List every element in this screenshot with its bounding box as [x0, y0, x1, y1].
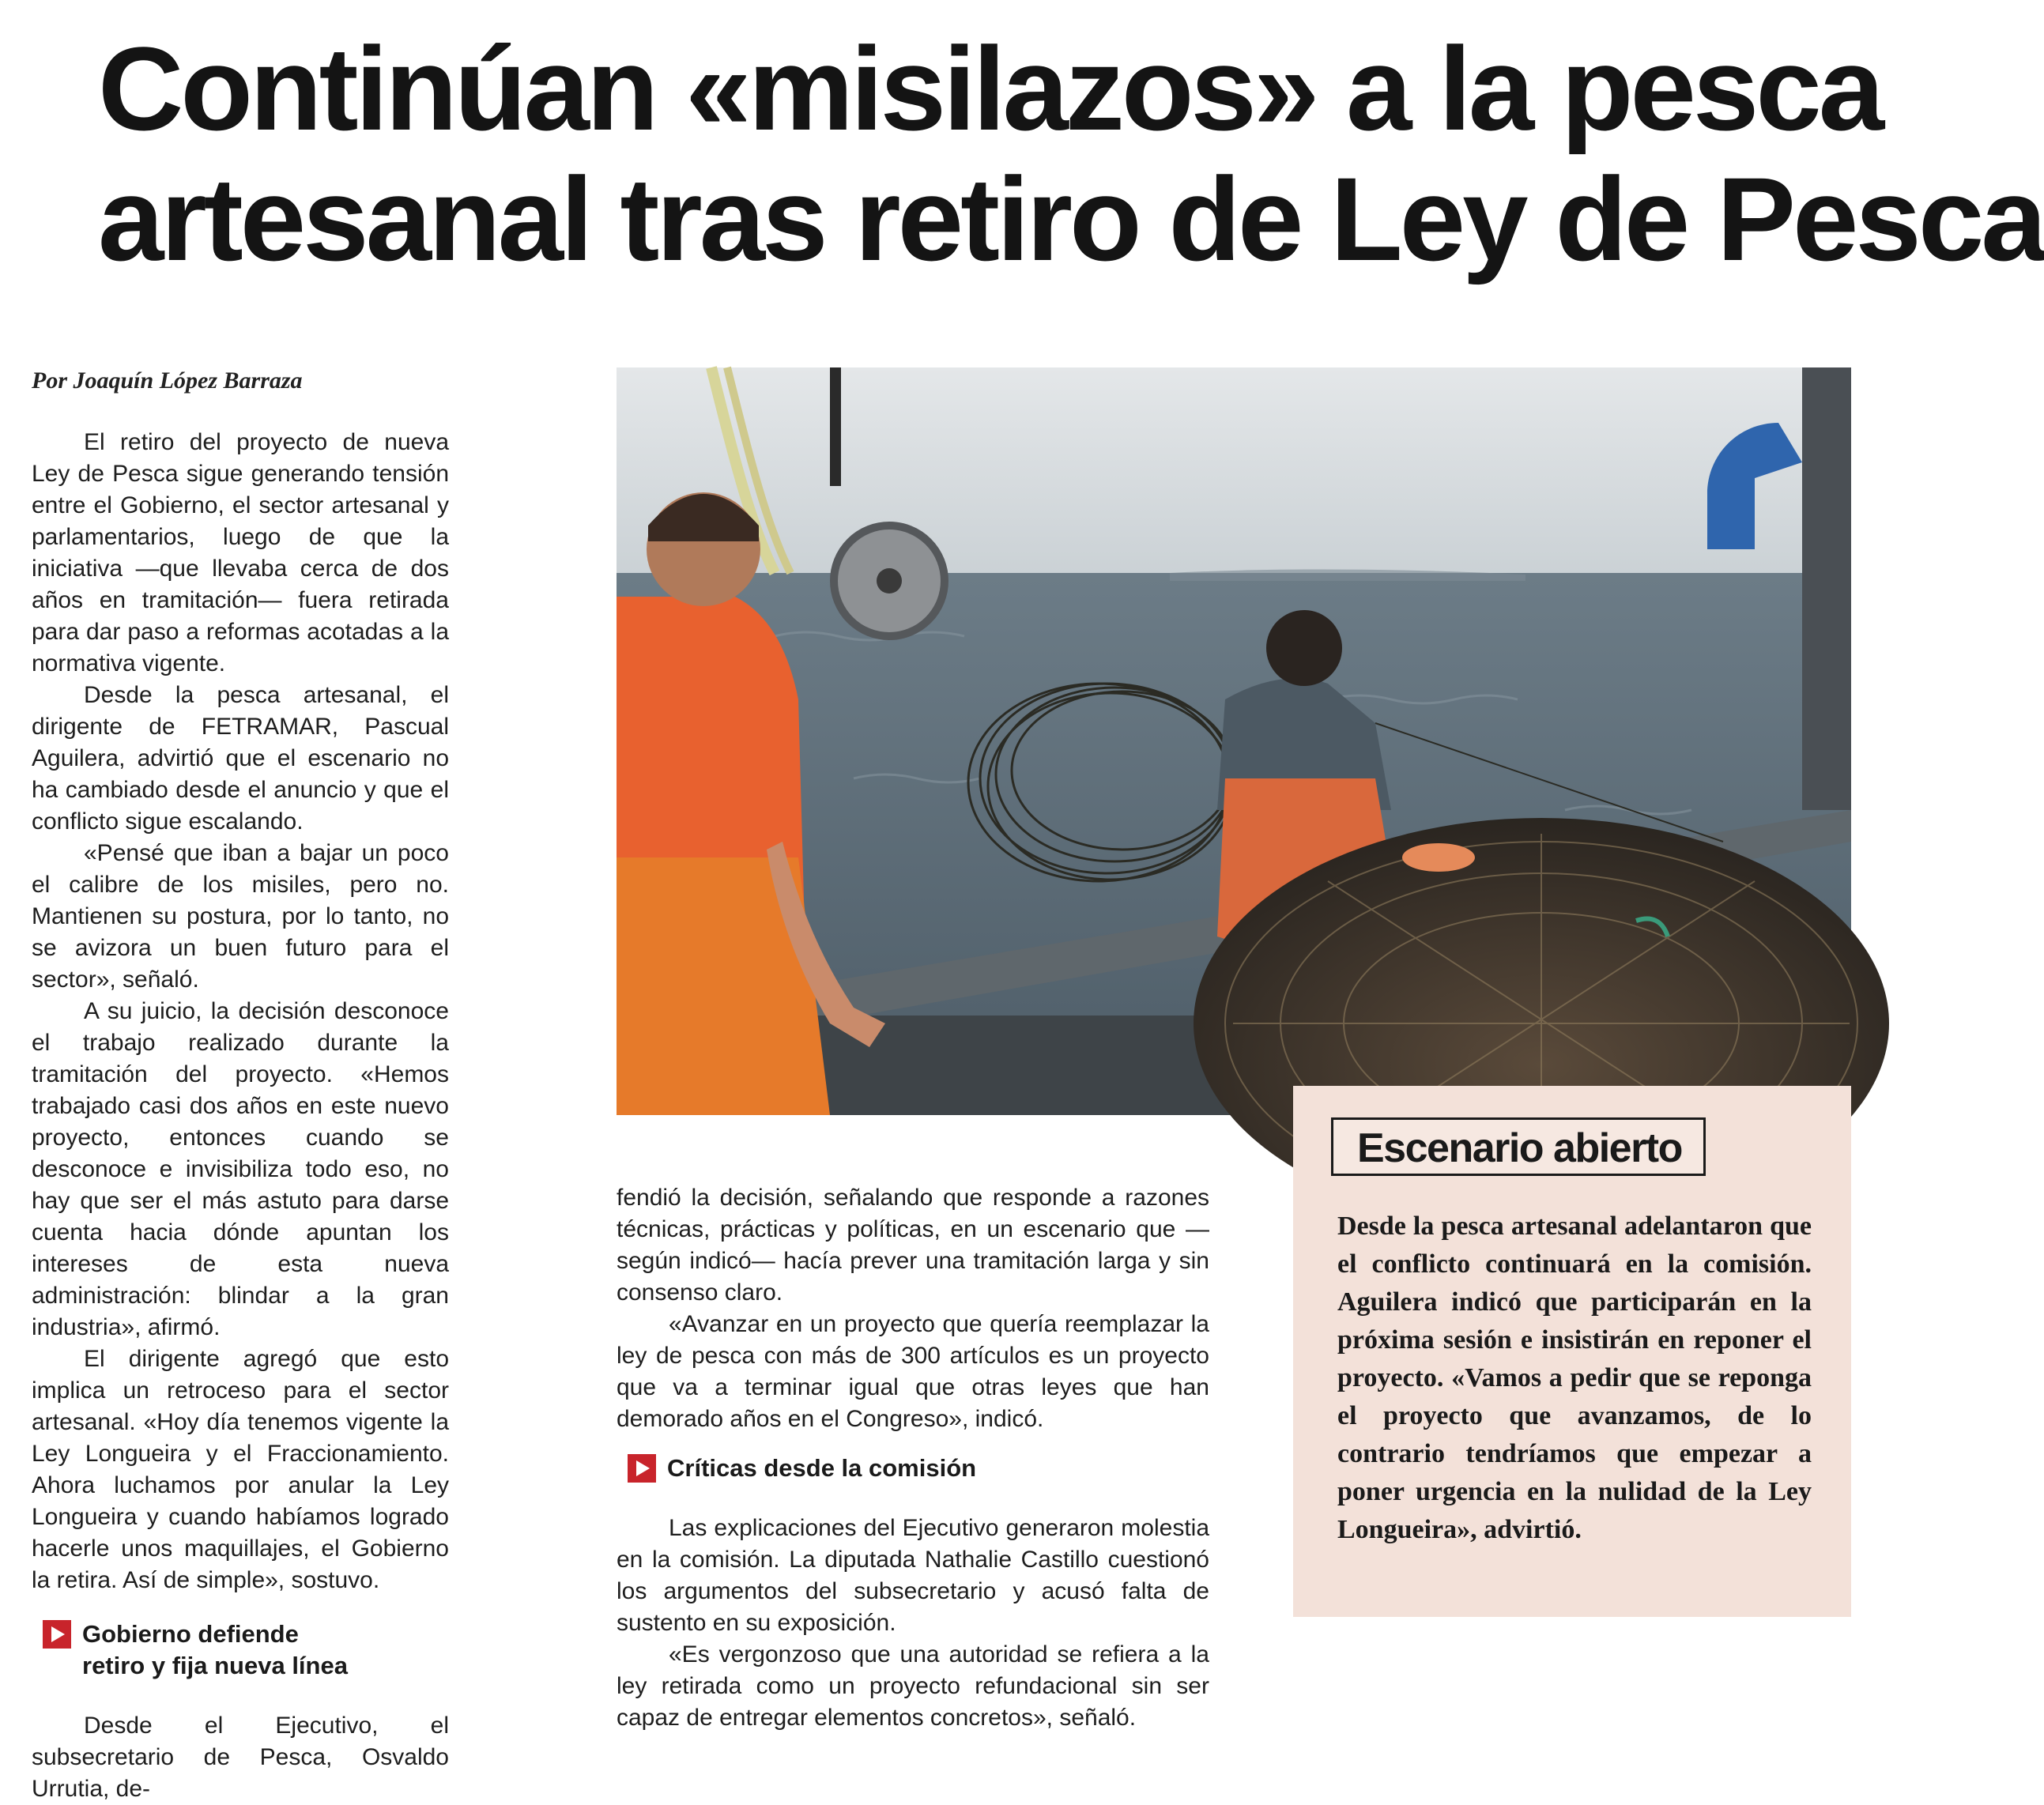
article-photo	[617, 367, 1851, 1115]
sidebar-box	[1293, 1086, 1851, 1617]
subhead-criticas	[628, 1453, 1209, 1484]
fishermen-photo-illustration	[617, 367, 1851, 1115]
paragraph: El dirigente agregó que esto implica un retroceso para el sector artesanal. «Hoy día tenemos vigente la Ley Longueira y el Fraccionamiento. Ahora luchamos por anular la Ley Longueira y cuando habíamos logrado hacerle unos maquillajes, el Gobierno la retira. Así de simple», sostuvo.	[32, 1346, 449, 1593]
sidebar-title: Escenario abierto	[1357, 1125, 1682, 1171]
headline-line: Continúan «misilazos» a la pesca	[98, 22, 1882, 155]
subhead-line: retiro y fija nueva línea	[82, 1652, 348, 1679]
article-column-2	[617, 1182, 1209, 1734]
sidebar-title-frame	[1331, 1117, 1706, 1176]
paragraph: Desde el Ejecutivo, el subsecretario de Pesca, Osvaldo Urrutia, de-	[32, 1713, 449, 1802]
play-triangle-icon	[43, 1620, 71, 1649]
subhead-text: Críticas desde la comisión	[667, 1454, 977, 1482]
headline	[98, 22, 2044, 285]
paragraph: «Es vergonzoso que una autoridad se refiera a la ley retirada como un proyecto refundacional sin ser capaz de entregar elementos concretos», señaló.	[617, 1641, 1209, 1731]
subhead-text	[82, 1618, 348, 1682]
paragraph: «Pensé que iban a bajar un poco el calibre de los misiles, pero no. Mantienen su postura, por lo tanto, no se avizora un buen futuro para el sector», señaló.	[32, 840, 449, 993]
paragraph: «Avanzar en un proyecto que quería reemplazar la ley de pesca con más de 300 artículos es un proyecto que va a terminar igual que otras leyes que han demorado años en el Congreso», indicó.	[617, 1311, 1209, 1432]
paragraph: Las explicaciones del Ejecutivo generaron molestia en la comisión. La diputada Nathalie Castillo cuestionó los argumentos del subsecretario y acusó falta de sustento en su exposición.	[617, 1515, 1209, 1636]
play-triangle-icon	[628, 1454, 656, 1483]
headline-line: artesanal tras retiro de Ley de Pesca	[98, 153, 2044, 285]
sidebar-body: Desde la pesca artesanal adelantaron que el conflicto continuará en la comisión. Aguilera indicó que participarán en la próxima sesión e insistirán en reponer el proyecto. «Vamos a pedir que se reponga el proyecto que avanzamos, de lo contrario tendríamos que empezar a poner urgencia en la nulidad de la Ley Longueira», advirtió.	[1337, 1211, 1812, 1544]
paragraph: A su juicio, la decisión desconoce el trabajo realizado durante la tramitación del proyecto. «Hemos trabajado casi dos años en este nuevo proyecto, entonces cuando se desconoce e invisibiliza todo eso, no hay que ser el más astuto para darse cuenta hacia dónde apuntan los intereses de esta nueva administración: blindar a la gran industria», afirmó.	[32, 998, 449, 1340]
byline: Por Joaquín López Barraza	[32, 367, 303, 394]
paragraph: fendió la decisión, señalando que responde a razones técnicas, prácticas y políticas, en un escenario que —según indicó— hacía prever una tramitación larga y sin consenso claro.	[617, 1185, 1209, 1306]
paragraph: El retiro del proyecto de nueva Ley de Pesca sigue generando tensión entre el Gobierno, el sector artesanal y parlamentarios, luego de que la iniciativa —que llevaba cerca de dos años en tramitación— fuera retirada para dar paso a reformas acotadas a la normativa vigente.	[32, 429, 449, 676]
article-column-1	[32, 427, 449, 1805]
subhead-gobierno	[43, 1618, 449, 1682]
subhead-line: Gobierno defiende	[82, 1620, 299, 1648]
paragraph: Desde la pesca artesanal, el dirigente de FETRAMAR, Pascual Aguilera, advirtió que el escenario no ha cambiado desde el anuncio y que el conflicto sigue escalando.	[32, 682, 449, 835]
